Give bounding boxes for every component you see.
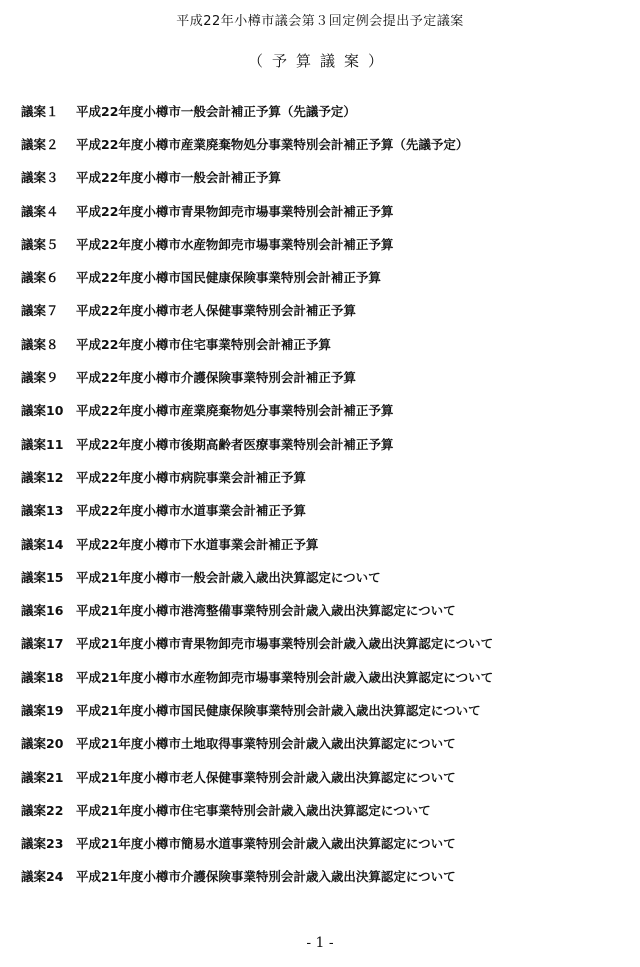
- bill-item: [21, 161, 621, 194]
- bill-number: 議案11: [21, 436, 64, 452]
- bill-number: 議案４: [21, 203, 59, 219]
- bill-number: 議案８: [21, 336, 59, 352]
- bill-item: [21, 494, 621, 527]
- bill-title: 平成21年度小樽市港湾整備事業特別会計歳入歳出決算認定について: [76, 603, 456, 619]
- bill-title: 平成22年度小樽市住宅事業特別会計補正予算: [76, 336, 331, 352]
- bill-title: 平成21年度小樽市簡易水道事業特別会計歳入歳出決算認定について: [76, 836, 456, 852]
- bill-title: 平成22年度小樽市一般会計補正予算: [76, 170, 281, 186]
- bill-number: 議案22: [21, 802, 64, 818]
- bill-item: [21, 527, 621, 560]
- bill-title: 平成22年度小樽市産業廃棄物処分事業特別会計補正予算（先議予定）: [76, 136, 469, 152]
- bill-title: 平成21年度小樽市土地取得事業特別会計歳入歳出決算認定について: [76, 736, 456, 752]
- bill-title: 平成21年度小樽市青果物卸売市場事業特別会計歳入歳出決算認定について: [76, 636, 494, 652]
- bill-number: 議案12: [21, 469, 64, 485]
- bill-item: [21, 760, 621, 793]
- bill-item: [21, 560, 621, 593]
- bill-title: 平成22年度小樽市水道事業会計補正予算: [76, 503, 306, 519]
- bill-number: 議案23: [21, 836, 64, 852]
- bill-number: 議案20: [21, 736, 64, 752]
- bill-title: 平成21年度小樽市一般会計歳入歳出決算認定について: [76, 569, 381, 585]
- bill-title: 平成21年度小樽市老人保健事業特別会計歳入歳出決算認定について: [76, 769, 456, 785]
- bill-title: 平成21年度小樽市介護保険事業特別会計歳入歳出決算認定について: [76, 869, 456, 885]
- bill-number: 議案21: [21, 769, 64, 785]
- document-subtitle: （予算議案）: [247, 52, 392, 70]
- bill-item: [21, 460, 621, 493]
- bill-item: [21, 727, 621, 760]
- bill-number: 議案15: [21, 569, 64, 585]
- bill-title: 平成22年度小樽市産業廃棄物処分事業特別会計補正予算: [76, 403, 394, 419]
- bill-title: 平成22年度小樽市病院事業会計補正予算: [76, 469, 306, 485]
- bill-number: 議案１: [21, 103, 59, 119]
- bill-item: [21, 593, 621, 626]
- bill-item: [21, 327, 621, 360]
- bill-number: 議案９: [21, 370, 59, 386]
- bill-item: [21, 227, 621, 260]
- bill-list: [21, 94, 621, 893]
- bill-item: [21, 693, 621, 726]
- bill-number: 議案16: [21, 603, 64, 619]
- bill-title: 平成22年度小樽市青果物卸売市場事業特別会計補正予算: [76, 203, 394, 219]
- bill-title: 平成22年度小樽市国民健康保険事業特別会計補正予算: [76, 270, 381, 286]
- bill-number: 議案18: [21, 669, 64, 685]
- bill-number: 議案７: [21, 303, 59, 319]
- bill-item: [21, 294, 621, 327]
- bill-item: [21, 427, 621, 460]
- bill-number: 議案５: [21, 236, 59, 252]
- bill-title: 平成21年度小樽市住宅事業特別会計歳入歳出決算認定について: [76, 802, 431, 818]
- bill-number: 議案13: [21, 503, 64, 519]
- bill-number: 議案14: [21, 536, 64, 552]
- bill-number: 議案６: [21, 270, 59, 286]
- page-number: - 1 -: [306, 935, 334, 951]
- bill-number: 議案24: [21, 869, 64, 885]
- bill-item: [21, 127, 621, 160]
- bill-number: 議案19: [21, 702, 64, 718]
- bill-title: 平成22年度小樽市介護保険事業特別会計補正予算: [76, 370, 356, 386]
- bill-title: 平成22年度小樽市下水道事業会計補正予算: [76, 536, 319, 552]
- bill-item: [21, 793, 621, 826]
- document-title: 平成22年小樽市議会第３回定例会提出予定議案: [176, 14, 464, 29]
- bill-title: 平成21年度小樽市国民健康保険事業特別会計歳入歳出決算認定について: [76, 702, 481, 718]
- bill-item: [21, 360, 621, 393]
- bill-item: [21, 827, 621, 860]
- bill-title: 平成22年度小樽市老人保健事業特別会計補正予算: [76, 303, 356, 319]
- bill-item: [21, 660, 621, 693]
- bill-item: [21, 260, 621, 293]
- bill-number: 議案３: [21, 170, 59, 186]
- bill-title: 平成22年度小樽市一般会計補正予算（先議予定）: [76, 103, 356, 119]
- bill-title: 平成22年度小樽市水産物卸売市場事業特別会計補正予算: [76, 236, 394, 252]
- bill-item: [21, 860, 621, 893]
- bill-item: [21, 94, 621, 127]
- bill-item: [21, 627, 621, 660]
- bill-number: 議案10: [21, 403, 64, 419]
- bill-number: 議案２: [21, 136, 59, 152]
- bill-item: [21, 394, 621, 427]
- bill-number: 議案17: [21, 636, 64, 652]
- bill-title: 平成22年度小樽市後期高齢者医療事業特別会計補正予算: [76, 436, 394, 452]
- bill-item: [21, 194, 621, 227]
- bill-title: 平成21年度小樽市水産物卸売市場事業特別会計歳入歳出決算認定について: [76, 669, 494, 685]
